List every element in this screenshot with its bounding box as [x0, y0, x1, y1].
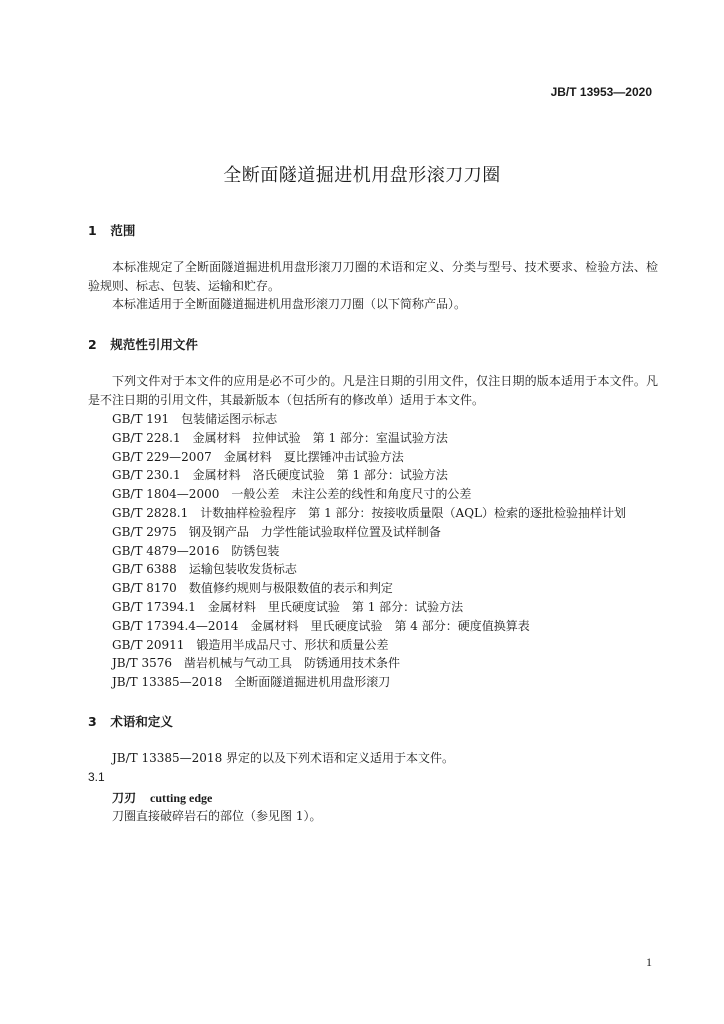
section-2-paragraph-1: 下列文件对于本文件的应用是必不可少的。凡是注日期的引用文件，仅注日期的版本适用于本文件。凡是不注日期的引用文件，其最新版本（包括所有的修改单）适用于本文件。: [88, 374, 658, 407]
section-3-heading: [88, 712, 173, 730]
reference-title: 运输包装收发货标志: [188, 562, 297, 577]
reference-title: 计数抽样检验程序 第 1 部分：按接收质量限（AQL）检索的逐批检验抽样计划: [200, 505, 627, 520]
reference-title: 金属材料 洛氏硬度试验 第 1 部分：试验方法: [192, 468, 448, 483]
reference-item: [112, 504, 626, 523]
reference-item: [112, 560, 626, 579]
section-2-heading: [88, 335, 198, 353]
document-title: 全断面隧道掘进机用盘形滚刀刀圈: [223, 165, 501, 186]
reference-code: JB/T 13385—2018: [112, 675, 223, 690]
term-chinese: 刀刃: [112, 791, 137, 805]
reference-title: 锻造用半成品尺寸、形状和质量公差: [196, 637, 389, 652]
term-definition: 刀圈直接破碎岩石的部位（参见图 1）。: [112, 809, 322, 823]
reference-title: 金属材料 里氏硬度试验 第 1 部分：试验方法: [207, 599, 464, 614]
reference-item: [112, 410, 626, 429]
reference-code: GB/T 229—2007: [112, 449, 212, 464]
reference-code: GB/T 17394.4—2014: [112, 618, 239, 633]
reference-item: [112, 654, 626, 673]
page-number: 1: [646, 955, 652, 969]
subsection-number: 3.1: [88, 770, 105, 784]
reference-item: [112, 598, 626, 617]
reference-item: [112, 485, 626, 504]
reference-item: [112, 579, 626, 598]
section-1-paragraph-1: 本标准规定了全断面隧道掘进机用盘形滚刀刀圈的术语和定义、分类与型号、技术要求、检验方法、检验规则、标志、包装、运输和贮存。: [88, 260, 658, 293]
reference-code: GB/T 228.1: [112, 430, 181, 445]
reference-code: JB/T 3576: [112, 656, 173, 671]
reference-title: 包装储运图示标志: [181, 412, 278, 426]
term-entry: [112, 789, 212, 806]
reference-item: [112, 636, 626, 655]
reference-title: 数值修约规则与极限数值的表示和判定: [188, 581, 393, 596]
reference-code: GB/T 6388: [112, 562, 177, 577]
section-title: 范围: [110, 223, 136, 238]
reference-code: GB/T 4879—2016: [112, 543, 220, 558]
normative-references-list: [112, 410, 626, 692]
reference-title: 防锈包装: [231, 543, 280, 558]
section-number: 3: [88, 714, 97, 729]
section-1-paragraph-2: 本标准适用于全断面隧道掘进机用盘形滚刀刀圈（以下简称产品）。: [112, 297, 467, 311]
reference-code: GB/T 2975: [112, 524, 177, 539]
section-3-paragraph-1: JB/T 13385—2018 界定的以及下列术语和定义适用于本文件。: [112, 751, 455, 765]
reference-code: GB/T 191: [112, 412, 170, 426]
reference-code: GB/T 230.1: [112, 468, 181, 483]
section-1-heading: [88, 221, 135, 239]
reference-title: 金属材料 拉伸试验 第 1 部分：室温试验方法: [192, 430, 448, 445]
reference-code: GB/T 20911: [112, 637, 185, 652]
reference-item: [112, 429, 626, 448]
reference-item: [112, 448, 626, 467]
section-number: 2: [88, 337, 97, 352]
reference-code: GB/T 17394.1: [112, 599, 196, 614]
reference-item: [112, 542, 626, 561]
reference-item: [112, 617, 626, 636]
reference-title: 钢及钢产品 力学性能试验取样位置及试样制备: [188, 524, 441, 539]
section-title: 术语和定义: [110, 714, 173, 729]
reference-item: [112, 523, 626, 542]
reference-title: 金属材料 里氏硬度试验 第 4 部分：硬度值换算表: [250, 618, 530, 633]
reference-code: GB/T 8170: [112, 581, 177, 596]
reference-code: GB/T 1804—2000: [112, 487, 220, 502]
reference-item: [112, 466, 626, 485]
reference-item: [112, 673, 626, 692]
reference-code: GB/T 2828.1: [112, 505, 189, 520]
reference-title: 凿岩机械与气动工具 防锈通用技术条件: [184, 656, 401, 671]
section-number: 1: [88, 223, 97, 238]
standard-code: JB/T 13953—2020: [550, 85, 652, 99]
section-title: 规范性引用文件: [110, 337, 198, 352]
reference-title: 金属材料 夏比摆锤冲击试验方法: [223, 449, 404, 464]
reference-title: 一般公差 未注公差的线性和角度尺寸的公差: [231, 487, 472, 502]
reference-title: 全断面隧道掘进机用盘形滚刀: [234, 675, 391, 690]
term-english: cutting edge: [150, 791, 213, 805]
